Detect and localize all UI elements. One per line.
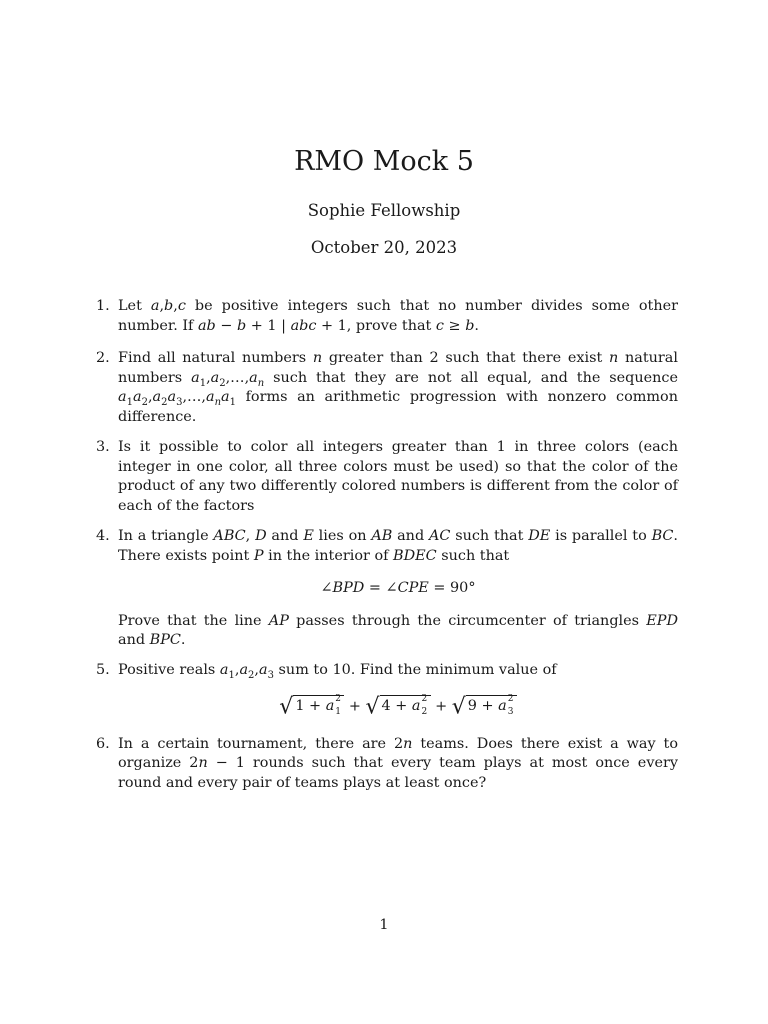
problem-4 — [96, 527, 678, 651]
problem-text: In a certain tournament, there are 2n teams. Does there exist a way to organize 2n − 1 rounds such that every team plays at most once every round and every pair of teams plays at least once? — [118, 735, 678, 791]
problem-1 — [96, 297, 678, 336]
sqrt-sum-expression: √ 1 + a 2 1 + √ 4 + a 2 2 + √ 9 + a 2 3 — [118, 696, 678, 717]
problem-6 — [96, 735, 678, 794]
angle-equation: ∠BPD = ∠CPE = 90° — [320, 580, 476, 596]
problem-text: Let a,b,c be positive integers such that no number divides some other number. If ab − b + 1 | abc + 1, prove that c ≥ b. — [118, 298, 678, 334]
document-author: Sophie Fellowship — [307, 201, 461, 220]
problem-text-continued: Prove that the line AP passes through the circumcenter of triangles EPD and BPC. — [118, 612, 679, 648]
problem-text: Find all natural numbers n greater than 2 such that there exist n natural numbers $a_1,a_2,\dots,a_n$ such that they are not all equal, and the sequence $a_1a_2,a_2a_3,\dots,a_na_1$ forms an arithmetic progression with nonzero common difference. — [118, 350, 679, 425]
problem-list — [96, 297, 678, 793]
document-date: October 20, 2023 — [310, 238, 458, 257]
page-number: 1 — [379, 917, 389, 933]
problem-number: 1. — [96, 298, 110, 314]
problem-number: 2. — [96, 350, 110, 366]
problem-number: 5. — [96, 661, 110, 678]
problem-text: Positive reals $a_1,a_2,a_3$ sum to 10. Find the minimum value of — [118, 661, 557, 681]
problem-number: 4. — [96, 528, 110, 544]
document-title: RMO Mock 5 — [294, 146, 474, 177]
problem-5 — [96, 661, 678, 720]
problem-number: 3. — [96, 439, 110, 455]
problem-2 — [96, 349, 678, 427]
problem-3 — [96, 438, 678, 516]
problem-number: 6. — [96, 735, 110, 752]
problem-text: In a triangle ABC, D and E lies on AB and AC such that DE is parallel to BC. There exists point P in the interior of BDEC such that — [118, 528, 678, 564]
problem-text: Is it possible to color all integers greater than 1 in three colors (each integer in one color, all three colors must be used) so that the color of the product of any two differently colored numbers is different from the color of each of the factors — [118, 439, 678, 514]
